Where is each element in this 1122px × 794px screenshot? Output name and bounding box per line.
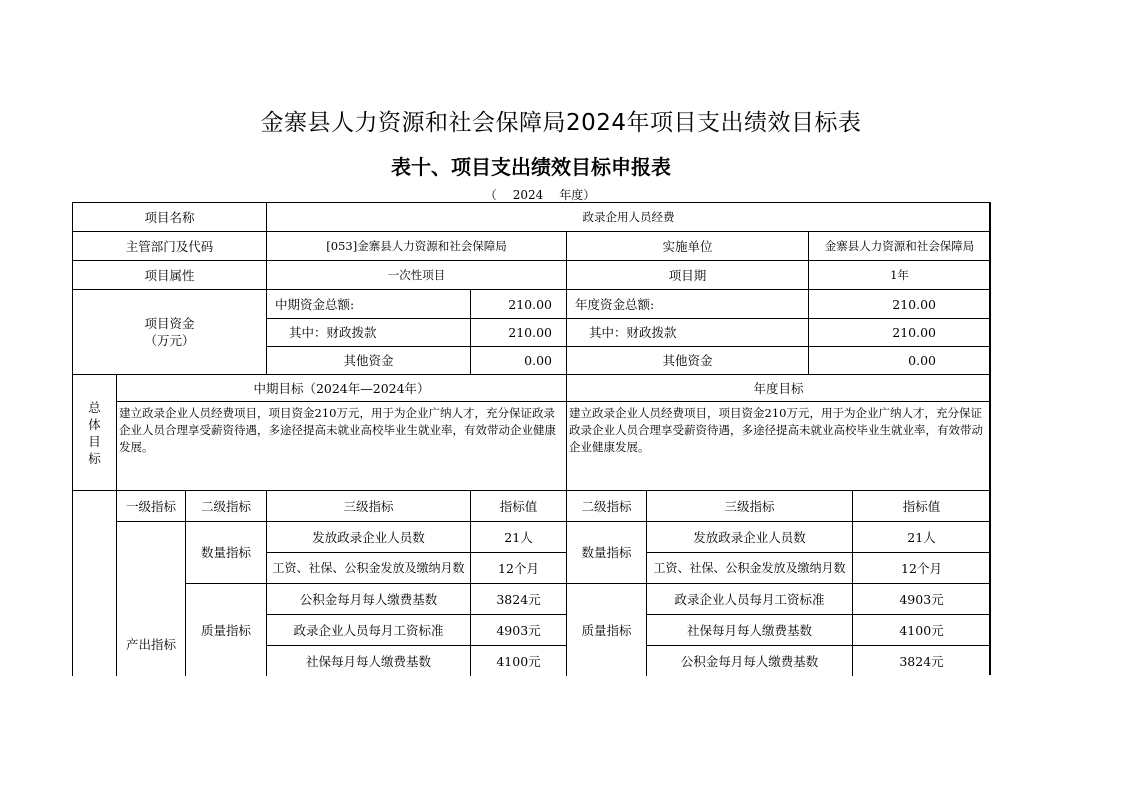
project-name-value: 政录企用人员经费 [266,202,990,231]
mid-goal-header: 中期目标（2024年—2024年） [116,374,566,401]
annual-goal-header: 年度目标 [566,374,990,401]
header-level2-annual: 二级指标 [566,490,646,521]
annual-total-label: 年度资金总额: [566,289,808,318]
impl-label: 实施单位 [566,231,808,260]
annual-row-value: 4903元 [852,583,990,614]
header-level3: 三级指标 [266,490,470,521]
year-open: （ [484,188,497,202]
project-name-label: 项目名称 [72,202,266,231]
goals-side-char: 标 [88,450,101,466]
level1-output: 产出指标 [116,521,185,676]
annual-row-value: 4100元 [852,614,990,645]
period-value: 1年 [808,260,990,289]
annual-goal-text: 建立政录企业人员经费项目，项目资金210万元，用于为企业广纳人才，充分保证政录企业人员合理享受薪资待遇，多途径提高未就业高校毕业生就业率，有效带动企业健康发展。 [566,401,990,490]
page-title: 金寨县人力资源和社会保障局2024年项目支出绩效目标表 [260,110,862,136]
mid-fiscal-value: 210.00 [470,318,566,346]
annual-quality-label: 质量指标 [566,583,646,676]
mid-quality-label: 质量指标 [185,583,266,676]
annual-row-value: 12个月 [852,552,990,583]
funds-label-line2: （万元） [144,333,195,348]
mid-row-name: 公积金每月每人缴费基数 [266,583,470,614]
mid-row-value: 12个月 [470,552,566,583]
header-level2: 二级指标 [185,490,266,521]
mid-row-name: 社保每月每人缴费基数 [266,645,470,676]
dept-label: 主管部门及代码 [72,231,266,260]
mid-row-value: 21人 [470,521,566,552]
annual-row-name: 发放政录企业人员数 [646,521,852,552]
goals-side-char: 总 [88,399,101,415]
year-line [460,186,620,203]
mid-other-label: 其他资金 [266,346,470,374]
annual-row-name: 社保每月每人缴费基数 [646,614,852,645]
annual-row-name: 工资、社保、公积金发放及缴纳月数 [646,552,852,583]
annual-row-name: 公积金每月每人缴费基数 [646,645,852,676]
funds-label [72,289,266,374]
header-value: 指标值 [470,490,566,521]
annual-other-label: 其他资金 [566,346,808,374]
annual-row-name: 政录企业人员每月工资标准 [646,583,852,614]
goals-side-char: 体 [88,416,101,432]
annual-quantity-label: 数量指标 [566,521,646,583]
year-value: 2024 [512,188,544,202]
header-level1: 一级指标 [116,490,185,521]
indicators-side-cell [72,490,116,676]
mid-total-value: 210.00 [470,289,566,318]
mid-row-name: 工资、社保、公积金发放及缴纳月数 [266,552,470,583]
mid-row-value: 4903元 [470,614,566,645]
mid-row-name: 政录企业人员每月工资标准 [266,614,470,645]
annual-row-value: 3824元 [852,645,990,676]
goals-side-label [72,374,116,490]
mid-row-value: 3824元 [470,583,566,614]
annual-fiscal-label: 其中：财政拨款 [566,318,808,346]
mid-row-name: 发放政录企业人员数 [266,521,470,552]
attr-label: 项目属性 [72,260,266,289]
mid-quantity-label: 数量指标 [185,521,266,583]
annual-fiscal-value: 210.00 [808,318,990,346]
mid-total-label: 中期资金总额: [266,289,470,318]
annual-other-value: 0.00 [808,346,990,374]
mid-row-value: 4100元 [470,645,566,676]
dept-value: [053]金寨县人力资源和社会保障局 [266,231,566,260]
mid-goal-text: 建立政录企业人员经费项目，项目资金210万元，用于为企业广纳人才，充分保证政录企业人员合理享受薪资待遇，多途径提高未就业高校毕业生就业率，有效带动企业健康发展。 [116,401,566,490]
year-close: 年度） [559,188,596,202]
header-value-annual: 指标值 [852,490,990,521]
annual-total-value: 210.00 [808,289,990,318]
mid-fiscal-label: 其中：财政拨款 [266,318,470,346]
attr-value: 一次性项目 [266,260,566,289]
impl-value: 金寨县人力资源和社会保障局 [808,231,990,260]
goals-side-char: 目 [88,433,101,449]
annual-row-value: 21人 [852,521,990,552]
period-label: 项目期 [566,260,808,289]
table-subtitle: 表十、项目支出绩效目标申报表 [391,155,671,179]
funds-label-line1: 项目资金 [144,316,195,331]
mid-other-value: 0.00 [470,346,566,374]
header-level3-annual: 三级指标 [646,490,852,521]
